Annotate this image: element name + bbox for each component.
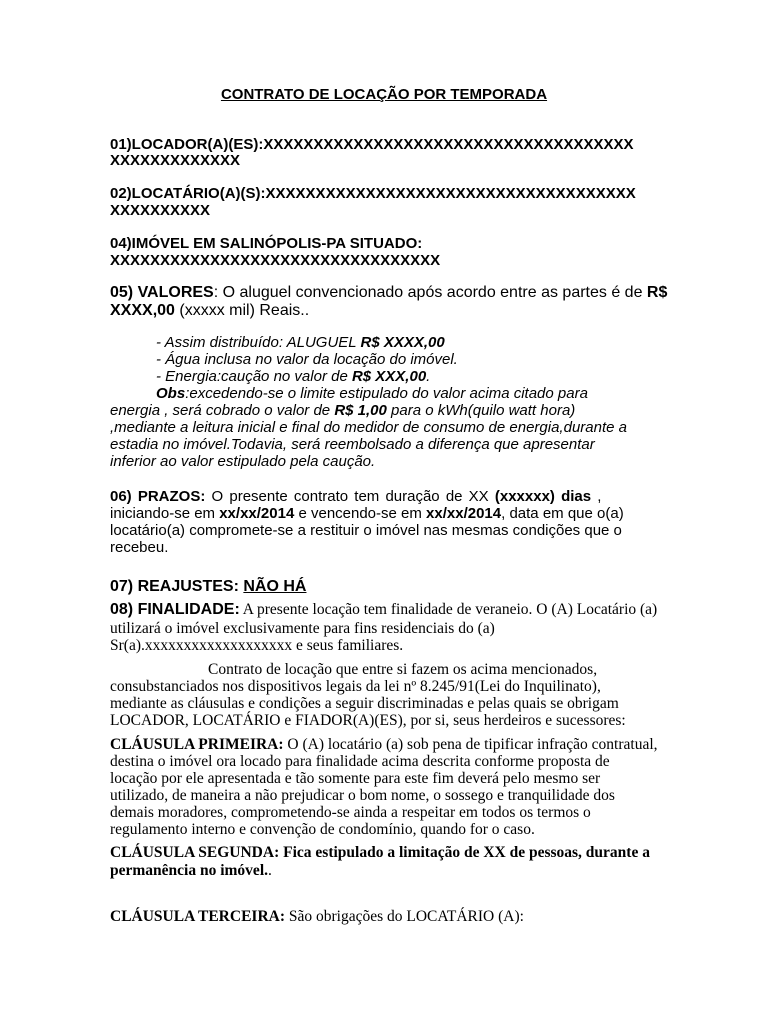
- prazos-text-1a: O presente contrato tem duração de XX: [205, 488, 495, 505]
- prazos-text-2a: iniciando-se em: [110, 505, 220, 522]
- prazos-line-2: [110, 505, 624, 522]
- clausula-segunda-line-1: [110, 844, 650, 862]
- valores-line-1: [110, 284, 667, 302]
- locador-line-1: 01)LOCADOR(A)(ES):XXXXXXXXXXXXXXXXXXXXXXXXXXXXXXXXXXXXX: [110, 136, 634, 153]
- imovel-line-1: 04)IMÓVEL EM SALINÓPOLIS-PA SITUADO:: [110, 235, 423, 252]
- clausula-primeira-label: CLÁUSULA PRIMEIRA:: [110, 736, 284, 753]
- obs-text-1: :excedendo-se o limite estipulado do valor acima citado para: [185, 385, 588, 402]
- valores-amount-words: (xxxxx mil) Reais..: [174, 302, 310, 319]
- clausula-primeira-line-4: utilizado, de maneira a não prejudicar o bom nome, o sossego e tranquilidade dos: [110, 787, 615, 804]
- clausula-segunda-end: .: [268, 862, 272, 879]
- clausula-primeira-line-6: regulamento interno e convenção de condomínio, quando for o caso.: [110, 821, 535, 838]
- finalidade-label: 08) FINALIDADE:: [110, 601, 240, 618]
- obs-line-1: [156, 385, 588, 402]
- valores-line-2: [110, 302, 309, 320]
- imovel-line-2: XXXXXXXXXXXXXXXXXXXXXXXXXXXXXXXXX: [110, 252, 441, 269]
- prazos-days: (xxxxxx) dias: [494, 488, 592, 505]
- clausula-segunda-text-2: permanência no imóvel.: [110, 862, 268, 879]
- clausula-terceira-text: São obrigações do LOCATÁRIO (A):: [285, 908, 524, 925]
- finalidade-text-1: A presente locação tem finalidade de veraneio. O (A) Locatário (a): [239, 601, 658, 618]
- prazos-line-1: [110, 488, 601, 505]
- document-title: CONTRATO DE LOCAÇÃO POR TEMPORADA: [220, 86, 548, 103]
- obs-line-5: inferior ao valor estipulado pela caução.: [110, 453, 376, 470]
- intro-line-3: mediante as cláusulas e condições a seguir discriminadas e pelas quais se obrigam: [110, 695, 619, 712]
- finalidade-line-3: Sr(a).xxxxxxxxxxxxxxxxxxx e seus familiares.: [110, 637, 404, 654]
- clausula-segunda-line-2: [110, 862, 272, 880]
- prazos-line-4: recebeu.: [110, 539, 169, 556]
- valores-amount-currency: R$: [646, 284, 668, 301]
- clausula-primeira-line-3: locação por ele apresentada e tão somente para este fim deverá pelo mesmo ser: [110, 770, 601, 787]
- clausula-segunda-text-1: Fica estipulado a limitação de XX de pessoas, durante a: [279, 844, 650, 861]
- valores-amount: XXXX,00: [110, 302, 175, 319]
- intro-line-2: consubstanciados nos dispositivos legais da lei nº 8.245/91(Lei do Inquilinato),: [110, 678, 601, 695]
- prazos-text-2e: , data em que o(a): [501, 505, 624, 522]
- clausula-terceira-label: CLÁUSULA TERCEIRA:: [110, 908, 285, 925]
- finalidade-line-2: utilizará o imóvel exclusivamente para fins residenciais do (a): [110, 620, 495, 637]
- prazos-text-1c: ,: [591, 488, 602, 505]
- finalidade-line-1: [110, 601, 657, 619]
- reajustes-value: NÃO HÁ: [243, 578, 307, 595]
- energia-value: R$ XXX,00: [351, 368, 427, 385]
- locador-line-2: XXXXXXXXXXXXX: [110, 152, 241, 169]
- obs-label: Obs: [156, 385, 186, 402]
- clausula-segunda-label: CLÁUSULA SEGUNDA:: [110, 844, 280, 861]
- locatario-line-1: 02)LOCATÁRIO(A)(S):XXXXXXXXXXXXXXXXXXXXXXXXXXXXXXXXXXXXX: [110, 185, 636, 202]
- intro-line-4: LOCADOR, LOCATÁRIO e FIADOR(A)(ES), por si, seus herdeiros e sucessores:: [110, 712, 626, 729]
- prazos-label: 06) PRAZOS:: [110, 488, 206, 505]
- reajustes-line: [110, 578, 306, 596]
- clausula-terceira-line: [110, 908, 524, 926]
- energia-text: - Energia:caução no valor de: [156, 368, 352, 385]
- prazos-line-3: locatário(a) compromete-se a restituir o imóvel nas mesmas condições que o: [110, 522, 622, 539]
- intro-line-1: Contrato de locação que entre si fazem os acima mencionados,: [208, 661, 598, 678]
- obs-value: R$ 1,00: [334, 402, 387, 419]
- clausula-primeira-text-1: O (A) locatário (a) sob pena de tipificar infração contratual,: [283, 736, 658, 753]
- valores-item-agua: - Água inclusa no valor da locação do imóvel.: [156, 351, 458, 368]
- prazos-end-date: xx/xx/2014: [426, 505, 502, 522]
- obs-text-2a: energia , será cobrado o valor de: [110, 402, 335, 419]
- locatario-line-2: XXXXXXXXXX: [110, 202, 211, 219]
- clausula-primeira-line-1: [110, 736, 658, 754]
- obs-text-2b: para o kWh(quilo watt hora): [386, 402, 576, 419]
- clausula-primeira-line-5: demais moradores, comprometendo-se ainda a respeitar em todos os termos o: [110, 804, 591, 821]
- aluguel-text: - Assim distribuído: ALUGUEL: [156, 334, 361, 351]
- valores-text: : O aluguel convencionado após acordo entre as partes é de: [213, 284, 647, 301]
- energia-end: .: [426, 368, 431, 385]
- obs-line-4: estadia no imóvel.Todavia, será reembolsado a diferença que apresentar: [110, 436, 595, 453]
- aluguel-value: R$ XXXX,00: [360, 334, 445, 351]
- obs-line-3: ,mediante a leitura inicial e final do medidor de consumo de energia,durante a: [110, 419, 627, 436]
- prazos-text-2c: e vencendo-se em: [294, 505, 427, 522]
- obs-line-2: [110, 402, 575, 419]
- valores-label: 05) VALORES: [110, 284, 214, 301]
- valores-item-aluguel: [156, 334, 445, 351]
- reajustes-label: 07) REAJUSTES:: [110, 578, 244, 595]
- prazos-start-date: xx/xx/2014: [219, 505, 295, 522]
- clausula-primeira-line-2: destina o imóvel ora locado para finalidade acima descrita conforme proposta de: [110, 753, 610, 770]
- valores-item-energia: [156, 368, 430, 385]
